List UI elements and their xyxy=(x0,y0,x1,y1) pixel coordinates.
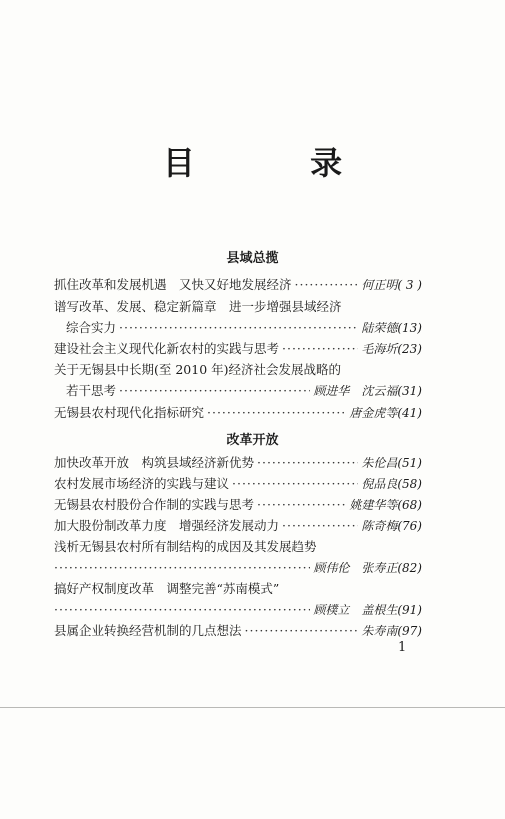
scan-edge-divider xyxy=(0,707,505,708)
dot-leader xyxy=(54,559,310,577)
toc-entry-title-continued: 综合实力 xyxy=(66,320,117,335)
dot-leader xyxy=(282,517,358,535)
dot-leader xyxy=(295,276,359,294)
toc-line xyxy=(54,580,422,601)
toc-line xyxy=(54,382,422,403)
toc-entry[interactable] xyxy=(54,404,422,425)
toc-entry-title: 县属企业转换经营机制的几点想法 xyxy=(54,623,242,638)
dot-leader xyxy=(207,404,346,422)
toc-line xyxy=(54,538,422,559)
toc-entry-title: 加大股份制改革力度 增强经济发展动力 xyxy=(54,518,280,533)
section-heading-reform-opening: 改革开放 xyxy=(226,433,279,448)
toc-line xyxy=(54,622,422,643)
toc-entry[interactable] xyxy=(54,496,422,517)
toc-line xyxy=(54,454,422,475)
toc-entry-author-page: 顾樸立 盖根生(91) xyxy=(313,603,422,617)
toc-line xyxy=(54,517,422,538)
toc-entry-author-page: 唐金虎等(41) xyxy=(349,406,422,420)
toc-entry[interactable] xyxy=(54,517,422,538)
toc-entry-title: 无锡县农村股份合作制的实践与思考 xyxy=(54,497,255,512)
toc-line xyxy=(54,361,422,382)
toc-entry[interactable] xyxy=(54,580,422,622)
toc-entry-title: 谱写改革、发展、稳定新篇章 进一步增强县域经济 xyxy=(54,299,342,314)
section-heading-county-overview: 县域总揽 xyxy=(226,251,279,266)
toc-line xyxy=(54,298,422,319)
dot-leader xyxy=(282,340,358,358)
toc-entry-title: 农村发展市场经济的实践与建议 xyxy=(54,476,230,491)
toc-line xyxy=(54,340,422,361)
toc-entry[interactable] xyxy=(54,538,422,580)
toc-entry-author-page: 何正明( 3 ) xyxy=(361,278,422,292)
dot-leader xyxy=(119,319,358,337)
toc-entry[interactable] xyxy=(54,361,422,403)
dot-leader xyxy=(54,601,310,619)
toc-entry-title: 抓住改革和发展机遇 又快又好地发展经济 xyxy=(54,277,292,292)
toc-line xyxy=(54,559,422,580)
toc-entry-title: 浅析无锡县农村所有制结构的成因及其发展趋势 xyxy=(54,539,317,554)
toc-entry-author-page: 陈奇梅(76) xyxy=(361,519,422,533)
toc-entry-author-page: 朱寿南(97) xyxy=(361,624,422,638)
toc-line xyxy=(54,496,422,517)
toc-entry[interactable] xyxy=(54,454,422,475)
toc-entry-title: 关于无锡县中长期(至 2010 年)经济社会发展战略的 xyxy=(54,362,342,377)
toc-entry-title: 无锡县农村现代化指标研究 xyxy=(54,405,205,420)
toc-entry-author-page: 朱伦昌(51) xyxy=(361,456,422,470)
toc-entry-author-page: 毛海圻(23) xyxy=(361,342,422,356)
toc-line xyxy=(54,404,422,425)
toc-line xyxy=(54,276,422,297)
toc-entry[interactable] xyxy=(54,475,422,496)
toc-entry-title: 搞好产权制度改革 调整完善“苏南模式” xyxy=(54,581,280,596)
dot-leader xyxy=(232,475,358,493)
dot-leader xyxy=(245,622,359,640)
toc-line xyxy=(54,601,422,622)
toc-entry-title-continued: 若干思考 xyxy=(66,383,117,398)
toc-entry-title: 建设社会主义现代化新农村的实践与思考 xyxy=(54,341,280,356)
toc-entry-title: 加快改革开放 构筑县域经济新优势 xyxy=(54,455,255,470)
toc-entry-author-page: 姚建华等(68) xyxy=(349,498,422,512)
dot-leader xyxy=(257,454,358,472)
dot-leader xyxy=(257,496,346,514)
page-title: 目 录 xyxy=(162,144,395,182)
toc-entry-author-page: 顾进华 沈云福(31) xyxy=(313,384,422,398)
toc-entry[interactable] xyxy=(54,622,422,643)
toc-entry[interactable] xyxy=(54,340,422,361)
toc-entry-author-page: 顾伟伦 张寿正(82) xyxy=(313,561,422,575)
page-number: 1 xyxy=(398,640,407,655)
toc-entry[interactable] xyxy=(54,276,422,297)
toc-line xyxy=(54,475,422,496)
dot-leader xyxy=(119,382,310,400)
toc-entry-author-page: 陆荣德(13) xyxy=(361,321,422,335)
toc-entry[interactable] xyxy=(54,298,422,340)
toc-entry-author-page: 倪品良(58) xyxy=(361,477,422,491)
toc-line xyxy=(54,319,422,340)
